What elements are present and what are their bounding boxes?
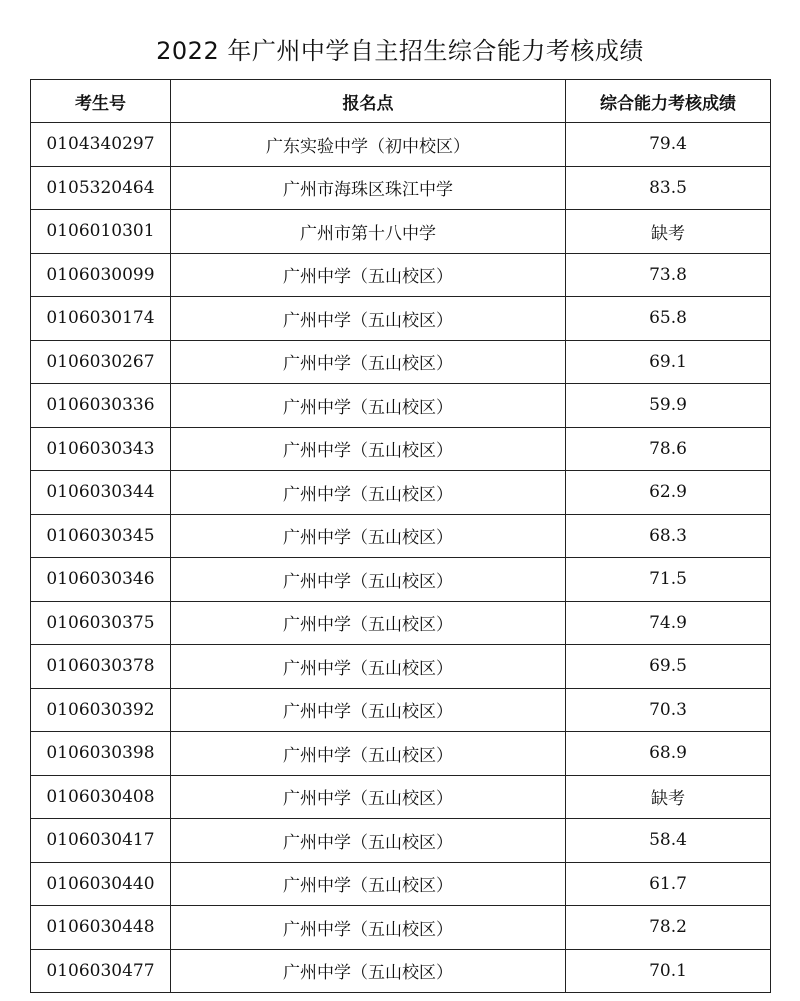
cell-registration-site: 广州中学（五山校区） xyxy=(171,819,566,863)
cell-score: 62.9 xyxy=(566,471,771,515)
cell-candidate-id: 0106030375 xyxy=(31,601,171,645)
cell-score: 70.3 xyxy=(566,688,771,732)
cell-score: 69.1 xyxy=(566,340,771,384)
cell-score: 78.2 xyxy=(566,906,771,950)
cell-score: 缺考 xyxy=(566,775,771,819)
header-candidate-id: 考生号 xyxy=(31,80,171,123)
cell-score: 71.5 xyxy=(566,558,771,602)
cell-registration-site: 广州中学（五山校区） xyxy=(171,732,566,776)
table-row xyxy=(31,645,771,689)
cell-registration-site: 广州中学（五山校区） xyxy=(171,862,566,906)
cell-registration-site: 广州市海珠区珠江中学 xyxy=(171,166,566,210)
header-score: 综合能力考核成绩 xyxy=(566,80,771,123)
cell-candidate-id: 0106030336 xyxy=(31,384,171,428)
cell-registration-site: 广州中学（五山校区） xyxy=(171,384,566,428)
cell-registration-site: 广州中学（五山校区） xyxy=(171,558,566,602)
table-row xyxy=(31,601,771,645)
table-row xyxy=(31,123,771,167)
cell-candidate-id: 0106030477 xyxy=(31,949,171,993)
cell-candidate-id: 0106030099 xyxy=(31,253,171,297)
cell-registration-site: 广州中学（五山校区） xyxy=(171,775,566,819)
cell-score: 58.4 xyxy=(566,819,771,863)
cell-candidate-id: 0106030344 xyxy=(31,471,171,515)
table-row xyxy=(31,819,771,863)
cell-registration-site: 广州中学（五山校区） xyxy=(171,427,566,471)
cell-candidate-id: 0106030392 xyxy=(31,688,171,732)
cell-candidate-id: 0106030267 xyxy=(31,340,171,384)
cell-candidate-id: 0106030408 xyxy=(31,775,171,819)
table-row xyxy=(31,558,771,602)
cell-score: 59.9 xyxy=(566,384,771,428)
cell-candidate-id: 0106030343 xyxy=(31,427,171,471)
cell-registration-site: 广东实验中学（初中校区） xyxy=(171,123,566,167)
cell-registration-site: 广州中学（五山校区） xyxy=(171,949,566,993)
table-header xyxy=(31,80,771,123)
cell-score: 73.8 xyxy=(566,253,771,297)
cell-score: 61.7 xyxy=(566,862,771,906)
cell-candidate-id: 0106030417 xyxy=(31,819,171,863)
cell-registration-site: 广州中学（五山校区） xyxy=(171,340,566,384)
cell-candidate-id: 0106030448 xyxy=(31,906,171,950)
cell-score: 83.5 xyxy=(566,166,771,210)
cell-registration-site: 广州中学（五山校区） xyxy=(171,253,566,297)
scores-table xyxy=(30,79,771,993)
table-row xyxy=(31,906,771,950)
cell-registration-site: 广州市第十八中学 xyxy=(171,210,566,254)
table-row xyxy=(31,384,771,428)
table-row xyxy=(31,471,771,515)
table-row xyxy=(31,166,771,210)
table-row xyxy=(31,253,771,297)
cell-candidate-id: 0105320464 xyxy=(31,166,171,210)
cell-candidate-id: 0106010301 xyxy=(31,210,171,254)
cell-score: 74.9 xyxy=(566,601,771,645)
cell-candidate-id: 0106030174 xyxy=(31,297,171,341)
table-body xyxy=(31,123,771,993)
table-row xyxy=(31,297,771,341)
cell-score: 缺考 xyxy=(566,210,771,254)
cell-candidate-id: 0106030346 xyxy=(31,558,171,602)
cell-candidate-id: 0106030378 xyxy=(31,645,171,689)
table-row xyxy=(31,514,771,558)
cell-score: 79.4 xyxy=(566,123,771,167)
cell-registration-site: 广州中学（五山校区） xyxy=(171,514,566,558)
cell-score: 65.8 xyxy=(566,297,771,341)
cell-registration-site: 广州中学（五山校区） xyxy=(171,906,566,950)
cell-candidate-id: 0106030398 xyxy=(31,732,171,776)
table-row xyxy=(31,732,771,776)
table-row xyxy=(31,775,771,819)
table-row xyxy=(31,862,771,906)
table-row xyxy=(31,427,771,471)
header-registration-site: 报名点 xyxy=(171,80,566,123)
cell-score: 70.1 xyxy=(566,949,771,993)
cell-registration-site: 广州中学（五山校区） xyxy=(171,645,566,689)
table-row xyxy=(31,688,771,732)
cell-score: 68.3 xyxy=(566,514,771,558)
cell-registration-site: 广州中学（五山校区） xyxy=(171,471,566,515)
document-title: 2022 年广州中学自主招生综合能力考核成绩 xyxy=(156,37,644,65)
table-row xyxy=(31,340,771,384)
header-row xyxy=(31,80,771,123)
table-row xyxy=(31,949,771,993)
cell-score: 69.5 xyxy=(566,645,771,689)
cell-registration-site: 广州中学（五山校区） xyxy=(171,688,566,732)
cell-candidate-id: 0106030345 xyxy=(31,514,171,558)
table-row xyxy=(31,210,771,254)
cell-candidate-id: 0106030440 xyxy=(31,862,171,906)
cell-score: 68.9 xyxy=(566,732,771,776)
cell-score: 78.6 xyxy=(566,427,771,471)
cell-registration-site: 广州中学（五山校区） xyxy=(171,297,566,341)
cell-registration-site: 广州中学（五山校区） xyxy=(171,601,566,645)
cell-candidate-id: 0104340297 xyxy=(31,123,171,167)
